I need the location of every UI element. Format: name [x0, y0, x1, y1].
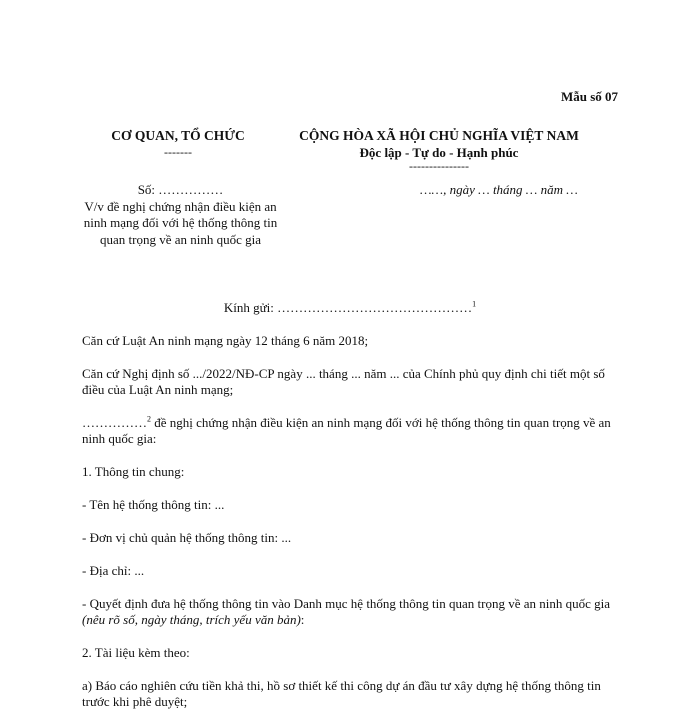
legal-basis-law: Căn cứ Luật An ninh mạng ngày 12 tháng 6 năm 2018;	[82, 333, 369, 348]
form-number: Mẫu số 07	[560, 89, 618, 104]
legal-basis-decree: Căn cứ Nghị định số .../2022/NĐ-CP ngày ... tháng ... năm ... của Chính phủ quy định chi tiết một số điều của Luật An ninh mạng;	[82, 366, 605, 397]
nation-name: CỘNG HÒA XÃ HỘI CHỦ NGHĨA VIỆT NAM	[299, 128, 579, 143]
item-decision-note: (nêu rõ số, ngày tháng, trích yếu văn bản)	[82, 612, 301, 627]
national-motto: Độc lập - Tự do - Hạnh phúc	[359, 145, 519, 160]
reference-block	[78, 182, 283, 248]
requester-blank: ……………	[82, 415, 147, 430]
item-system-owner: - Đơn vị chủ quản hệ thống thông tin: ...	[82, 530, 292, 545]
document-number: Số: ……………	[137, 182, 224, 197]
document-subject: V/v đề nghị chứng nhận điều kiện an ninh mạng đối với hệ thống thông tin quan trọng về an ninh quốc gia	[83, 198, 278, 247]
organization-header	[88, 128, 268, 160]
item-decision	[82, 596, 622, 628]
date-line: ……, ngày … tháng … năm …	[420, 182, 578, 197]
section-attachments: 2. Tài liệu kèm theo:	[82, 645, 190, 660]
document-body	[82, 333, 622, 727]
item-decision-end: :	[300, 612, 305, 627]
organization-rule: -------	[164, 145, 192, 159]
section-general-info: 1. Thông tin chung:	[82, 464, 185, 479]
recipient-label: Kính gửi: ………………………………………	[223, 300, 473, 315]
national-header	[280, 128, 598, 174]
item-system-name: - Tên hệ thống thông tin: ...	[82, 497, 225, 512]
attachment-item-a: a) Báo cáo nghiên cứu tiền khả thi, hồ sơ thiết kế thi công dự án đầu tư xây dựng hệ thống thông tin trước khi phê duyệt;	[82, 678, 601, 709]
item-address: - Địa chỉ: ...	[82, 563, 145, 578]
organization-name: CƠ QUAN, TỔ CHỨC	[111, 128, 245, 143]
motto-rule: ---------------	[409, 159, 469, 173]
request-paragraph	[82, 415, 622, 447]
recipient-line	[0, 300, 700, 316]
item-decision-text: - Quyết định đưa hệ thống thông tin vào Danh mục hệ thống thông tin quan trọng về an ninh quốc gia	[82, 596, 611, 611]
request-text: đề nghị chứng nhận điều kiện an ninh mạng đối với hệ thống thông tin quan trọng về an ninh quốc gia:	[82, 415, 611, 446]
footnote-marker-2: 2	[147, 414, 151, 424]
footnote-marker-1: 1	[472, 299, 477, 309]
